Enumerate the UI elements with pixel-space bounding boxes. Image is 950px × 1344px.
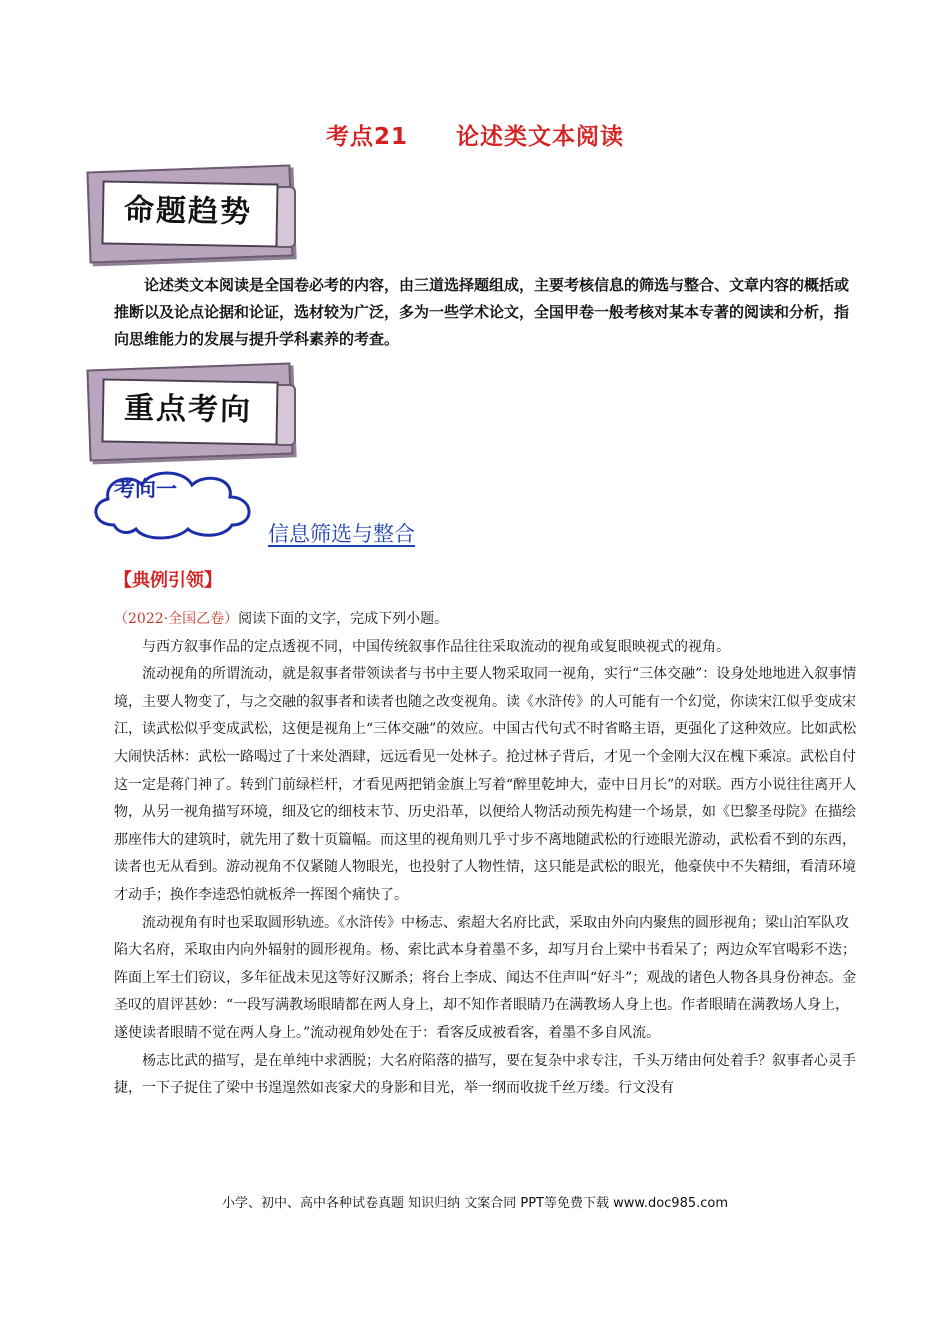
passage-paragraph-1: 与西方叙事作品的定点透视不同，中国传统叙事作品往往采取流动的视角或复眼映视式的视角。	[142, 638, 730, 655]
reading-passage	[114, 606, 859, 1103]
topic-subtitle-link[interactable]: 信息筛选与整合	[268, 522, 415, 546]
source-tag: （2022·全国乙卷）	[114, 611, 239, 627]
page-title-topic-name: 论述类文本阅读	[456, 124, 624, 150]
cloud-label: 考向一	[114, 477, 177, 501]
passage-paragraph-4: 杨志比武的描写，是在单纯中求洒脱；大名府陷落的描写，要在复杂中求专注，千头万绪由何处着手？叙事者心灵手捷，一下子捉住了梁中书遑遑然如丧家犬的身影和目光，举一纲而收拢千丝万缕。行文没有	[114, 1052, 856, 1097]
instruction-text: 阅读下面的文字，完成下列小题。	[238, 611, 449, 627]
passage-paragraph-2: 流动视角的所谓流动，就是叙事者带领读者与书中主要人物采取同一视角，实行“三体交融”：设身处地地进入叙事情境，主要人物变了，与之交融的叙事者和读者也随之改变视角。读《水浒传》的人可能有一个幻觉，你读宋江似乎变成宋江，读武松似乎变成武松，这便是视角上“三体交融”的效应。中国古代句式不时省略主语，更强化了这种效应。比如武松大闹快活林：武松一路喝过了十来处酒肆，远远看见一处林子。抢过林子背后，才见一个金刚大汉在槐下乘凉。武松自付这一定是蒋门神了。转到门前绿栏杆，才看见两把销金旗上写着“醉里乾坤大，壶中日月长”的对联。西方小说往往离开人物，从另一视角描写环境，细及它的细枝末节、历史沿革，以便给人物活动预先构建一个场景，如《巴黎圣母院》在描绘那座伟大的建筑时，就先用了数十页篇幅。而这里的视角则几乎寸步不离地随武松的行迹眼光游动，武松看不到的东西，读者也无从看到。游动视角不仅紧随人物眼光，也投射了人物性情，这只能是武松的眼光，他豪侠中不失精细，看清环境才动手；换作李逵恐怕就板斧一挥图个痛快了。	[114, 666, 857, 903]
banner-trend	[88, 168, 298, 264]
page-title	[0, 118, 950, 151]
page-footer: 小学、初中、高中各种试卷真题 知识归纳 文案合同 PPT等免费下载 www.doc985.com	[221, 1196, 729, 1211]
page-title-topic-number: 考点21	[325, 124, 408, 150]
cloud-badge	[84, 465, 264, 541]
passage-paragraph-3: 流动视角有时也采取圆形轨迹。《水浒传》中杨志、索超大名府比武，采取由外向内聚焦的圆形视角；梁山泊军队攻陷大名府，采取由内向外辐射的圆形视角。杨、索比武本身着墨不多，却写月台上梁中书看呆了；两边众军官喝彩不迭；阵面上军士们窃议，多年征战未见这等好汉厮杀；将台上李成、闻达不住声叫“好斗”；观战的诸色人物各具身份神态。金圣叹的眉评甚妙：“一段写满教场眼睛都在两人身上，却不知作者眼睛乃在满教场人身上也。作者眼睛在满教场人身上，遂使读者眼睛不觉在两人身上。”流动视角妙处在于：看客反成被看客，着墨不多自风流。	[114, 914, 857, 1041]
banner-focus	[88, 366, 298, 462]
section-label: 【典例引领】	[114, 570, 222, 591]
intro-paragraph: 论述类文本阅读是全国卷必考的内容，由三道选择题组成，主要考核信息的筛选与整合、文章内容的概括或推断以及论点论据和论证，选材较为广泛，多为一些学术论文，全国甲卷一般考核对某本专著的阅读和分析，指向思维能力的发展与提升学科素养的考查。	[114, 276, 850, 348]
passage-instruction	[114, 606, 859, 634]
banner-focus-label: 重点考向	[123, 390, 253, 429]
banner-trend-label: 命题趋势	[123, 192, 253, 231]
